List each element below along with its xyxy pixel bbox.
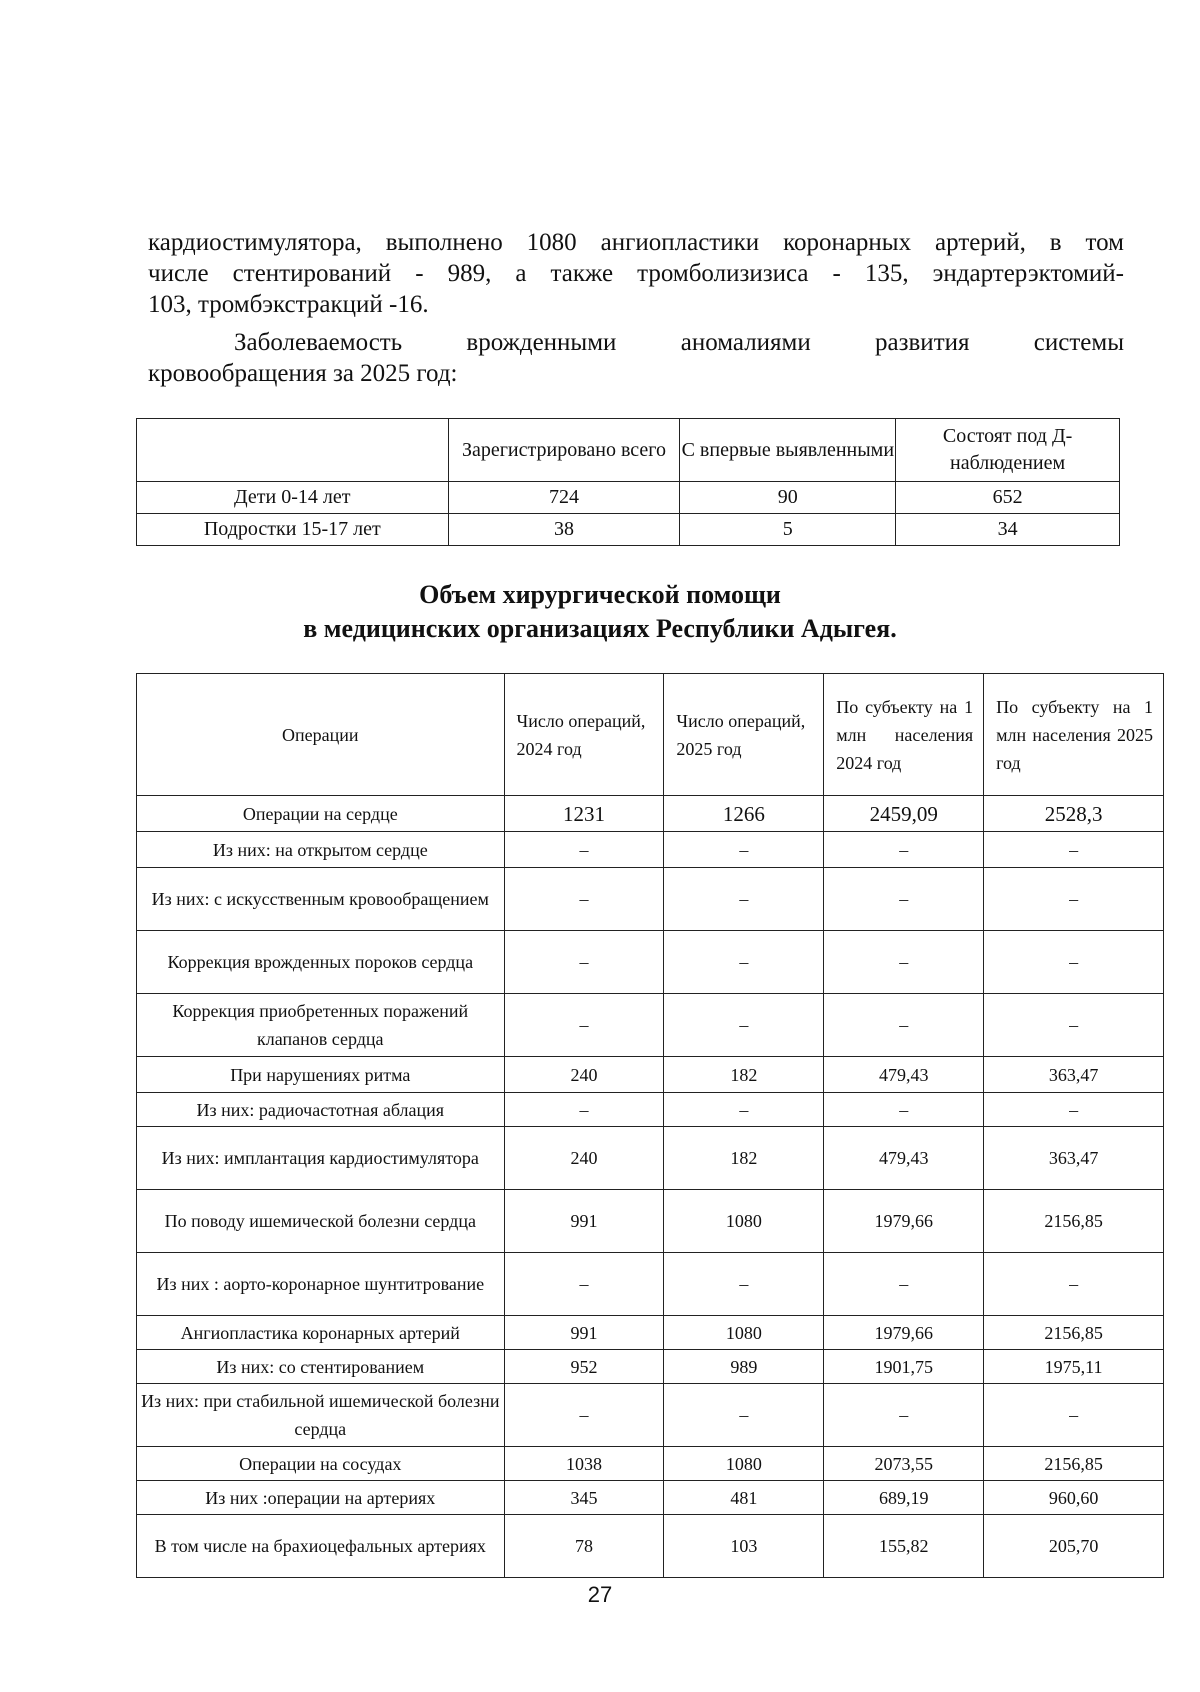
value-cell: – [504, 1253, 664, 1316]
value-cell: 1901,75 [824, 1350, 984, 1384]
value-cell: 479,43 [824, 1057, 984, 1093]
section-title-line: в медицинских организациях Республики Адыгея. [303, 614, 897, 643]
operation-name-cell: Из них: имплантация кардиостимулятора [137, 1127, 505, 1190]
operation-name-cell: Из них: с искусственным кровообращением [137, 868, 505, 931]
value-cell: 2459,09 [824, 796, 984, 832]
table-row [137, 514, 1120, 546]
value-cell: – [824, 868, 984, 931]
value-cell: – [824, 994, 984, 1057]
value-cell: 155,82 [824, 1515, 984, 1578]
table-row [137, 1481, 1164, 1515]
value-cell: – [664, 1384, 824, 1447]
table-row [137, 796, 1164, 832]
value-cell: – [984, 1384, 1164, 1447]
value-cell: 345 [504, 1481, 664, 1515]
operation-name-cell: В том числе на брахиоцефальных артериях [137, 1515, 505, 1578]
table-cell: 38 [448, 514, 680, 546]
operation-name-cell: По поводу ишемической болезни сердца [137, 1190, 505, 1253]
operation-name-cell: Из них: при стабильной ишемической болезни сердца [137, 1384, 505, 1447]
value-cell: 481 [664, 1481, 824, 1515]
value-cell: 960,60 [984, 1481, 1164, 1515]
table-header-row [137, 419, 1120, 482]
section-title [0, 578, 1200, 646]
table-row [137, 1384, 1164, 1447]
table-cell: Дети 0-14 лет [137, 482, 449, 514]
value-cell: 240 [504, 1057, 664, 1093]
value-cell: 78 [504, 1515, 664, 1578]
table-cell: 90 [680, 482, 896, 514]
value-cell: – [824, 1253, 984, 1316]
value-cell: 1231 [504, 796, 664, 832]
table-cell: Подростки 15-17 лет [137, 514, 449, 546]
value-cell: 2073,55 [824, 1447, 984, 1481]
value-cell: 1080 [664, 1447, 824, 1481]
table-row [137, 482, 1120, 514]
header-cell: По субъекту на 1 млн населения 2024 год [824, 674, 984, 796]
value-cell: 2528,3 [984, 796, 1164, 832]
operation-name-cell: Ангиопластика коронарных артерий [137, 1316, 505, 1350]
table-row [137, 1127, 1164, 1190]
table-row [137, 1350, 1164, 1384]
text-line: Заболеваемость врожденными аномалиями развития системы [234, 329, 1124, 356]
value-cell: 1979,66 [824, 1316, 984, 1350]
table-row [137, 931, 1164, 994]
operation-name-cell: Из них : аорто-коронарное шунтитрование [137, 1253, 505, 1316]
value-cell: – [824, 1093, 984, 1127]
table-row [137, 1515, 1164, 1578]
text-line: числе стентирований - 989, а также тромболизизиса - 135, эндартерэктомий- [148, 260, 1124, 287]
value-cell: – [664, 931, 824, 994]
value-cell: – [664, 832, 824, 868]
header-cell: Зарегистрировано всего [448, 419, 680, 482]
table-row [137, 1253, 1164, 1316]
value-cell: 952 [504, 1350, 664, 1384]
value-cell: 1266 [664, 796, 824, 832]
operation-name-cell: Операции на сердце [137, 796, 505, 832]
text-line: кардиостимулятора, выполнено 1080 ангиопластики коронарных артерий, в том [148, 229, 1124, 256]
value-cell: 182 [664, 1127, 824, 1190]
value-cell: – [984, 1093, 1164, 1127]
value-cell: 103 [664, 1515, 824, 1578]
header-cell: Состоят под Д-наблюдением [896, 419, 1120, 482]
text-line: кровообращения за 2025 год: [148, 360, 458, 387]
value-cell: – [984, 1253, 1164, 1316]
value-cell: 989 [664, 1350, 824, 1384]
table-row [137, 1190, 1164, 1253]
operation-name-cell: Коррекция приобретенных поражений клапанов сердца [137, 994, 505, 1057]
paragraph-anomalies [148, 327, 1124, 389]
value-cell: 479,43 [824, 1127, 984, 1190]
header-cell: Число операций, 2024 год [504, 674, 664, 796]
value-cell: – [664, 868, 824, 931]
value-cell: 991 [504, 1316, 664, 1350]
value-cell: 1979,66 [824, 1190, 984, 1253]
value-cell: 1080 [664, 1316, 824, 1350]
header-cell: Операции [137, 674, 505, 796]
value-cell: – [504, 994, 664, 1057]
table-cell: 34 [896, 514, 1120, 546]
header-cell [137, 419, 449, 482]
operation-name-cell: При нарушениях ритма [137, 1057, 505, 1093]
page-number: 27 [587, 1582, 613, 1607]
table-row [137, 868, 1164, 931]
table-row [137, 832, 1164, 868]
value-cell: 363,47 [984, 1127, 1164, 1190]
operation-name-cell: Из них: радиочастотная аблация [137, 1093, 505, 1127]
value-cell: – [504, 931, 664, 994]
value-cell: 1038 [504, 1447, 664, 1481]
value-cell: – [984, 832, 1164, 868]
surgery-table [136, 673, 1164, 1578]
value-cell: 182 [664, 1057, 824, 1093]
value-cell: – [504, 832, 664, 868]
table-cell: 5 [680, 514, 896, 546]
value-cell: 2156,85 [984, 1316, 1164, 1350]
value-cell: – [824, 1384, 984, 1447]
table-body [137, 796, 1164, 1578]
value-cell: 205,70 [984, 1515, 1164, 1578]
value-cell: 991 [504, 1190, 664, 1253]
header-cell: С впервые выявленными [680, 419, 896, 482]
operation-name-cell: Из них: на открытом сердце [137, 832, 505, 868]
table-row [137, 1057, 1164, 1093]
section-title-line: Объем хирургической помощи [419, 580, 781, 609]
operation-name-cell: Из них: со стентированием [137, 1350, 505, 1384]
table-cell: 652 [896, 482, 1120, 514]
value-cell: 2156,85 [984, 1190, 1164, 1253]
value-cell: – [504, 1093, 664, 1127]
operation-name-cell: Коррекция врожденных пороков сердца [137, 931, 505, 994]
operation-name-cell: Из них :операции на артериях [137, 1481, 505, 1515]
table-row [137, 1316, 1164, 1350]
value-cell: – [984, 868, 1164, 931]
text-line: 103, тромбэкстракций -16. [148, 291, 429, 318]
table-row [137, 1447, 1164, 1481]
value-cell: – [664, 1253, 824, 1316]
anomalies-table [136, 418, 1120, 546]
value-cell: – [824, 931, 984, 994]
header-cell: Число операций, 2025 год [664, 674, 824, 796]
value-cell: 240 [504, 1127, 664, 1190]
value-cell: 363,47 [984, 1057, 1164, 1093]
table-row [137, 994, 1164, 1057]
value-cell: – [664, 994, 824, 1057]
value-cell: 1080 [664, 1190, 824, 1253]
table-header-row [137, 674, 1164, 796]
value-cell: – [824, 832, 984, 868]
value-cell: 2156,85 [984, 1447, 1164, 1481]
paragraph-intro [148, 227, 1124, 320]
value-cell: – [504, 1384, 664, 1447]
operation-name-cell: Операции на сосудах [137, 1447, 505, 1481]
value-cell: 689,19 [824, 1481, 984, 1515]
header-cell: По субъекту на 1 млн населения 2025 год [984, 674, 1164, 796]
table-row [137, 1093, 1164, 1127]
value-cell: – [984, 931, 1164, 994]
value-cell: – [504, 868, 664, 931]
value-cell: – [984, 994, 1164, 1057]
value-cell: – [664, 1093, 824, 1127]
value-cell: 1975,11 [984, 1350, 1164, 1384]
table-cell: 724 [448, 482, 680, 514]
